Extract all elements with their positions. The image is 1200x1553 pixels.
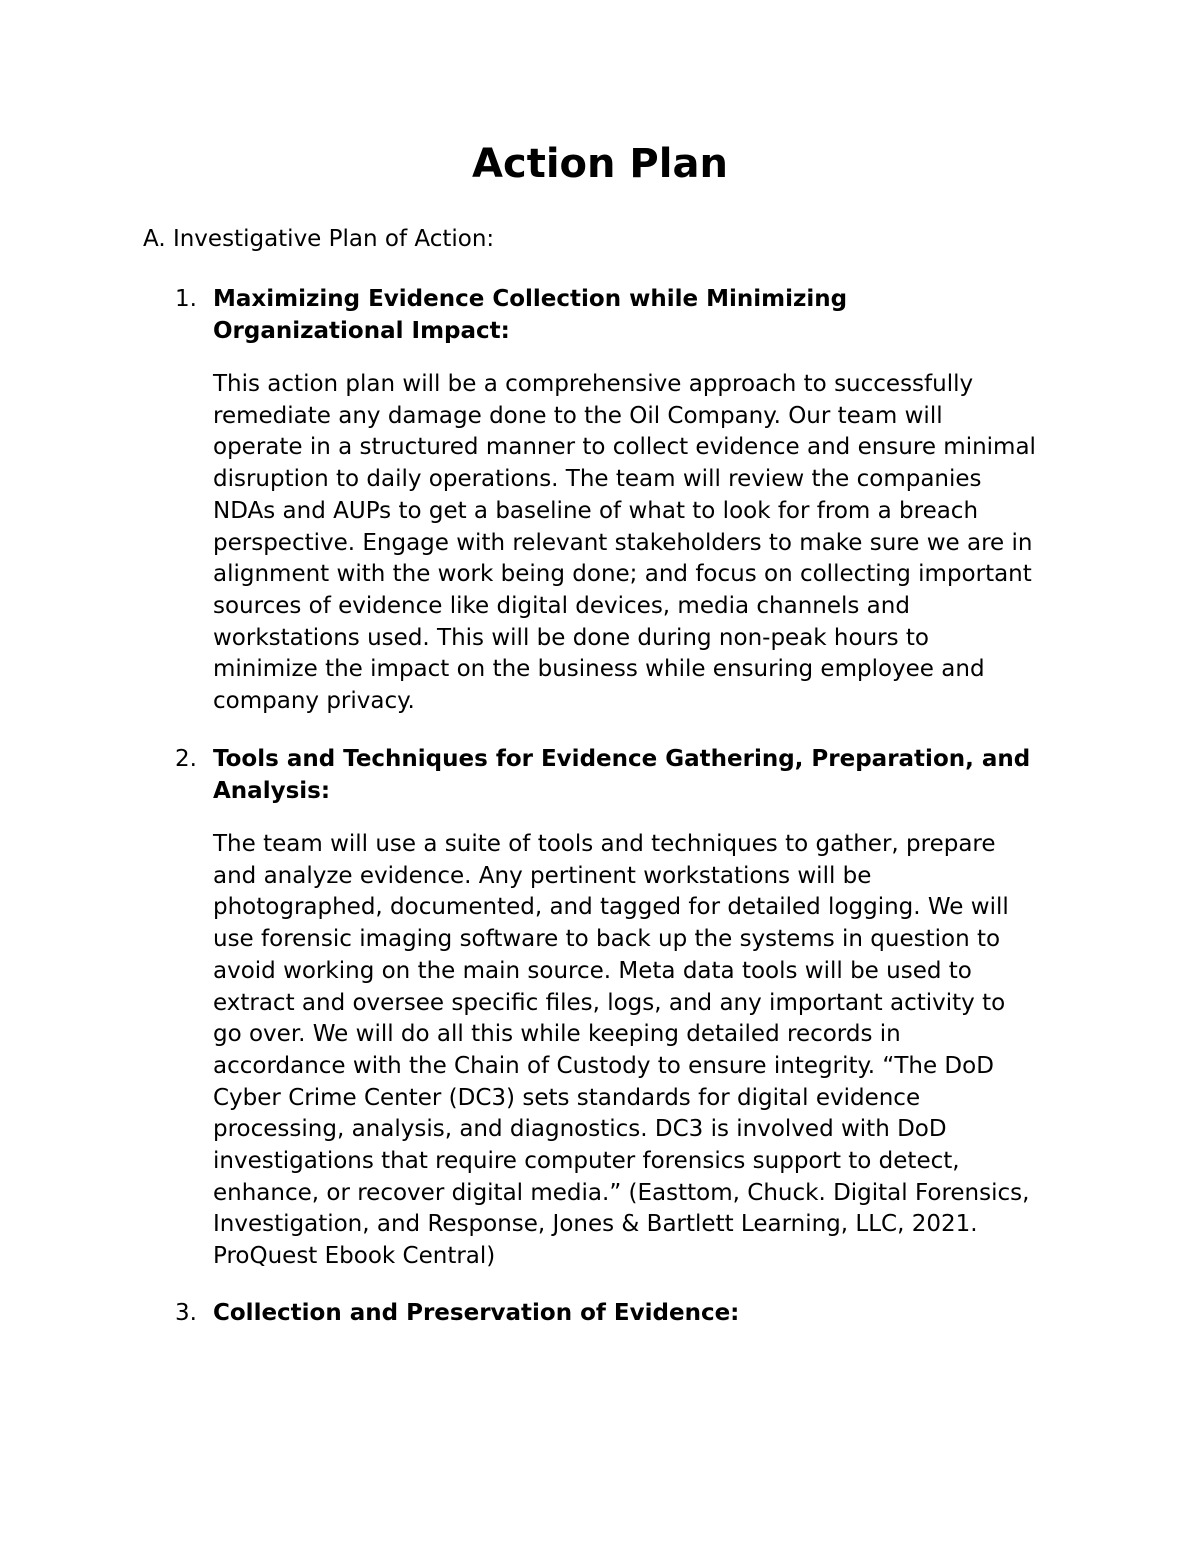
paragraph-line: avoid working on the main source. Meta data tools will be used to — [213, 957, 972, 984]
paragraph-line: alignment with the work being done; and focus on collecting important — [213, 561, 1032, 588]
paragraph-line: use forensic imaging software to back up the systems in question to — [213, 926, 1001, 953]
heading-line: Organizational Impact: — [213, 318, 510, 344]
paragraph-line: NDAs and AUPs to get a baseline of what to look for from a breach — [213, 497, 979, 524]
paragraph-line: enhance, or recover digital media.” (Easttom, Chuck. Digital Forensics, — [213, 1179, 1030, 1206]
list-item-body — [213, 1297, 1073, 1329]
heading-line: Collection and Preservation of Evidence: — [213, 1300, 740, 1326]
paragraph-line: operate in a structured manner to collect evidence and ensure minimal — [213, 434, 1036, 461]
paragraph-line: investigations that require computer forensics support to detect, — [213, 1148, 960, 1175]
paragraph-line: Cyber Crime Center (DC3) sets standards for digital evidence — [213, 1084, 921, 1111]
heading-line: Tools and Techniques for Evidence Gathering, Preparation, and — [213, 746, 1031, 772]
list-item-number: 1. — [175, 286, 197, 312]
paragraph-line: minimize the impact on the business while ensuring employee and — [213, 656, 985, 683]
list-item-number: 2. — [175, 746, 197, 772]
paragraph-line: accordance with the Chain of Custody to ensure integrity. “The DoD — [213, 1052, 994, 1079]
heading-line: Maximizing Evidence Collection while Minimizing — [213, 286, 848, 312]
list-item-body — [213, 283, 1073, 718]
paragraph-line: The team will use a suite of tools and techniques to gather, prepare — [213, 831, 996, 857]
paragraph-line: company privacy. — [213, 688, 415, 715]
heading-line: Analysis: — [213, 778, 331, 804]
list-item-body — [213, 743, 1073, 1273]
paragraph-line: photographed, documented, and tagged for detailed logging. We will — [213, 894, 1009, 921]
list-item-heading — [213, 743, 1073, 807]
paragraph-line: perspective. Engage with relevant stakeholders to make sure we are in — [213, 529, 1033, 556]
list-item-heading — [213, 283, 1073, 347]
list-item-paragraph — [213, 829, 1073, 1273]
paragraph-line: ProQuest Ebook Central) — [213, 1243, 496, 1270]
paragraph-line: disruption to daily operations. The team will review the companies — [213, 466, 982, 493]
page-title: Action Plan — [472, 141, 728, 187]
paragraph-line: extract and oversee specific files, logs, and any important activity to — [213, 989, 1006, 1016]
paragraph-line: go over. We will do all this while keeping detailed records in — [213, 1021, 901, 1048]
paragraph-line: and analyze evidence. Any pertinent workstations will be — [213, 862, 872, 889]
paragraph-line: sources of evidence like digital devices, media channels and — [213, 592, 910, 619]
list-item-heading — [213, 1297, 1073, 1329]
section-heading: A. Investigative Plan of Action: — [143, 226, 495, 252]
paragraph-line: processing, analysis, and diagnostics. DC3 is involved with DoD — [213, 1116, 947, 1143]
paragraph-line: workstations used. This will be done during non-peak hours to — [213, 624, 929, 651]
paragraph-line: Investigation, and Response, Jones & Bartlett Learning, LLC, 2021. — [213, 1211, 978, 1238]
paragraph-line: remediate any damage done to the Oil Company. Our team will — [213, 402, 943, 429]
paragraph-line: This action plan will be a comprehensive approach to successfully — [213, 371, 974, 397]
list-item-paragraph — [213, 369, 1073, 718]
list-item-number: 3. — [175, 1300, 197, 1326]
